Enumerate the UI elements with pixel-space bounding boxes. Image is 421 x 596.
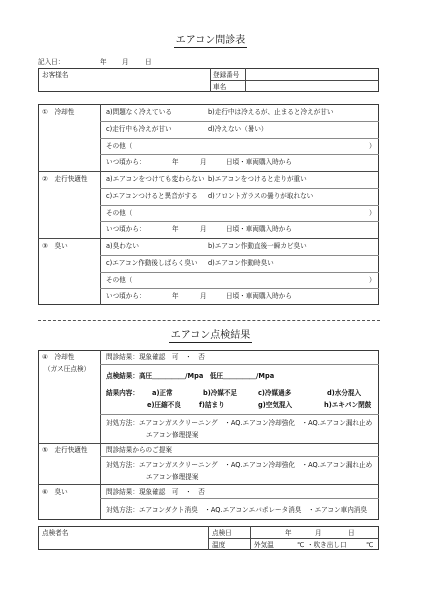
result-odor-label: ⑥ 臭い (42, 488, 68, 496)
cooling-result-item: e)圧縮不良 (147, 401, 181, 409)
cooling-option-d: d)冷えない（暑い） (208, 125, 268, 133)
odor-since-rest: 日頃・車両購入時から (226, 292, 292, 300)
inspection-date-month: 月 (315, 529, 322, 537)
drivability-other-close: ） (369, 209, 376, 217)
cooling-result-item: c)冷媒過多 (258, 389, 292, 397)
entry-date-day-label: 日 (145, 58, 152, 66)
cooling-action-extra: エアコン修理提案 (146, 431, 199, 439)
cooling-result-item: f)詰まり (199, 401, 225, 409)
result-drivability-label: ⑤ 走行快適性 (42, 446, 88, 454)
cooling-option-a: a)問題なく冷えている (106, 108, 172, 116)
drivability-since-month: 月 (200, 225, 207, 233)
entry-date-month-label: 月 (122, 58, 129, 66)
drivability-other-open: その他（ (106, 209, 133, 217)
interview-row-divider (100, 121, 379, 122)
cooling-other-open: その他（ (106, 142, 133, 150)
inspection-title-wrap (0, 330, 421, 342)
drivability-action-extra: エアコン修理提案 (146, 473, 199, 481)
drivability-option-b: b)エアコンをつけると走りが重い (208, 175, 307, 183)
cooling-since-label: いつ頃から： (106, 158, 146, 166)
customer-name-label: お客様名 (42, 71, 69, 79)
drivability-interview-result: 問診結果からのご提案 (106, 446, 172, 454)
cooling-option-c: c)走行中も冷えが甘い (106, 125, 172, 133)
odor-other-close: ） (369, 276, 376, 284)
interview-row-divider (100, 288, 379, 289)
cooling-other-close: ） (369, 142, 376, 150)
odor-other-open: その他（ (106, 276, 133, 284)
inspection-date-label: 点検日 (212, 529, 232, 537)
odor-since-year: 年 (172, 292, 179, 300)
section-odor-label: ③ 臭い (42, 242, 68, 250)
interview-row-divider (100, 188, 379, 189)
interview-title: エアコン問診表 (175, 35, 246, 46)
inspection-date-year: 年 (285, 529, 292, 537)
odor-option-c: c)エアコン作動後しばらく臭い (106, 259, 198, 267)
entry-date-year-label: 年 (100, 58, 107, 66)
inspector-name-label: 点検者名 (42, 529, 69, 537)
interview-row-divider (100, 205, 379, 206)
interview-row-divider (100, 221, 379, 222)
results-label-column-divider (100, 350, 101, 520)
entry-date-label: 記入日： (38, 58, 65, 66)
cooling-result-item: g)空気混入 (258, 401, 293, 409)
result-cooling-label: ④ 冷却性 (42, 353, 75, 361)
cooling-since-year: 年 (172, 158, 179, 166)
cooling-pressure-check: 点検結果：高圧＿＿＿＿＿/Mpa 低圧＿＿＿＿＿/Mpa (106, 372, 275, 380)
odor-option-b: b)エアコン作動直後一瞬カビ臭い (208, 242, 307, 250)
inspector-box-row-divider (208, 538, 379, 539)
vent-temp-unit: ℃ (366, 541, 374, 549)
inspection-date-day: 日 (348, 529, 355, 537)
drivability-since-rest: 日頃・車両購入時から (226, 225, 292, 233)
drivability-option-c: c)エアコンつけると異音がする (106, 192, 198, 200)
results-section-divider (38, 484, 379, 485)
interview-section-divider (38, 238, 379, 239)
interview-row-divider (100, 272, 379, 273)
cooling-result-label: 結果内容： (106, 389, 139, 397)
drivability-option-a: a)エアコンをつけても変わらない (106, 175, 205, 183)
cooling-action: 対処方法：エアコンガスクリーニング ・AQ.エアコン冷却強化 ・AQ.エアコン漏れ止め (106, 419, 373, 427)
car-name-label: 車名 (213, 83, 227, 91)
odor-interview-result: 問診結果：現象確認 可 ・ 否 (106, 488, 205, 496)
cooling-result-item: a)正常 (152, 389, 173, 397)
section-cooling-label: ① 冷却性 (42, 108, 75, 116)
results-row-divider (100, 456, 379, 457)
interview-title-wrap (0, 35, 421, 47)
interview-row-divider (100, 154, 379, 155)
outside-temp-label: 外気温 (254, 541, 274, 549)
section-drivability-label: ② 走行快適性 (42, 175, 88, 183)
cooling-interview-result: 問診結果：現象確認 可 ・ 否 (106, 353, 205, 361)
outside-temp-unit: ℃ (297, 541, 305, 549)
drivability-since-year: 年 (172, 225, 179, 233)
odor-option-a: a)臭わない (106, 242, 139, 250)
result-cooling-sublabel: （ガス圧点検） (44, 365, 91, 373)
cooling-result-item: d)水分混入 (327, 389, 362, 397)
odor-option-d: d)エアコン作動時臭い (208, 259, 274, 267)
results-row-divider (100, 498, 379, 499)
drivability-since-label: いつ頃から： (106, 225, 146, 233)
inspection-title: エアコン点検結果 (170, 330, 251, 341)
results-row-divider (100, 414, 379, 415)
vent-temp-label: ・吹き出し口 (307, 541, 347, 549)
odor-since-label: いつ頃から： (106, 292, 146, 300)
drivability-action: 対処方法：エアコンガスクリーニング ・AQ.エアコン冷却強化 ・AQ.エアコン漏れ止め (106, 461, 373, 469)
interview-section-divider (38, 171, 379, 172)
cooling-since-rest: 日頃・車両購入時から (226, 158, 292, 166)
cut-line-divider (38, 320, 380, 321)
interview-row-divider (100, 255, 379, 256)
results-section-divider (38, 443, 379, 444)
cooling-result-item: h)エキパン閉鼓 (324, 401, 372, 409)
registration-number-label: 登録番号 (213, 71, 240, 79)
odor-action: 対処方法：エアコンダクト消臭 ・AQ.エアコンエバポレータ消臭 ・エアコン車内消臭 (106, 506, 367, 514)
temperature-label: 温度 (212, 541, 226, 549)
cooling-since-month: 月 (200, 158, 207, 166)
cooling-result-item: b)冷媒不足 (203, 389, 238, 397)
customer-box-row-divider (210, 80, 379, 81)
cooling-option-b: b)走行中は冷えるが、止まると冷えが甘い (208, 108, 334, 116)
drivability-option-d: d)フロントガラスの曇りが取れない (208, 192, 314, 200)
interview-row-divider (100, 138, 379, 139)
odor-since-month: 月 (200, 292, 207, 300)
results-row-divider (100, 364, 379, 365)
